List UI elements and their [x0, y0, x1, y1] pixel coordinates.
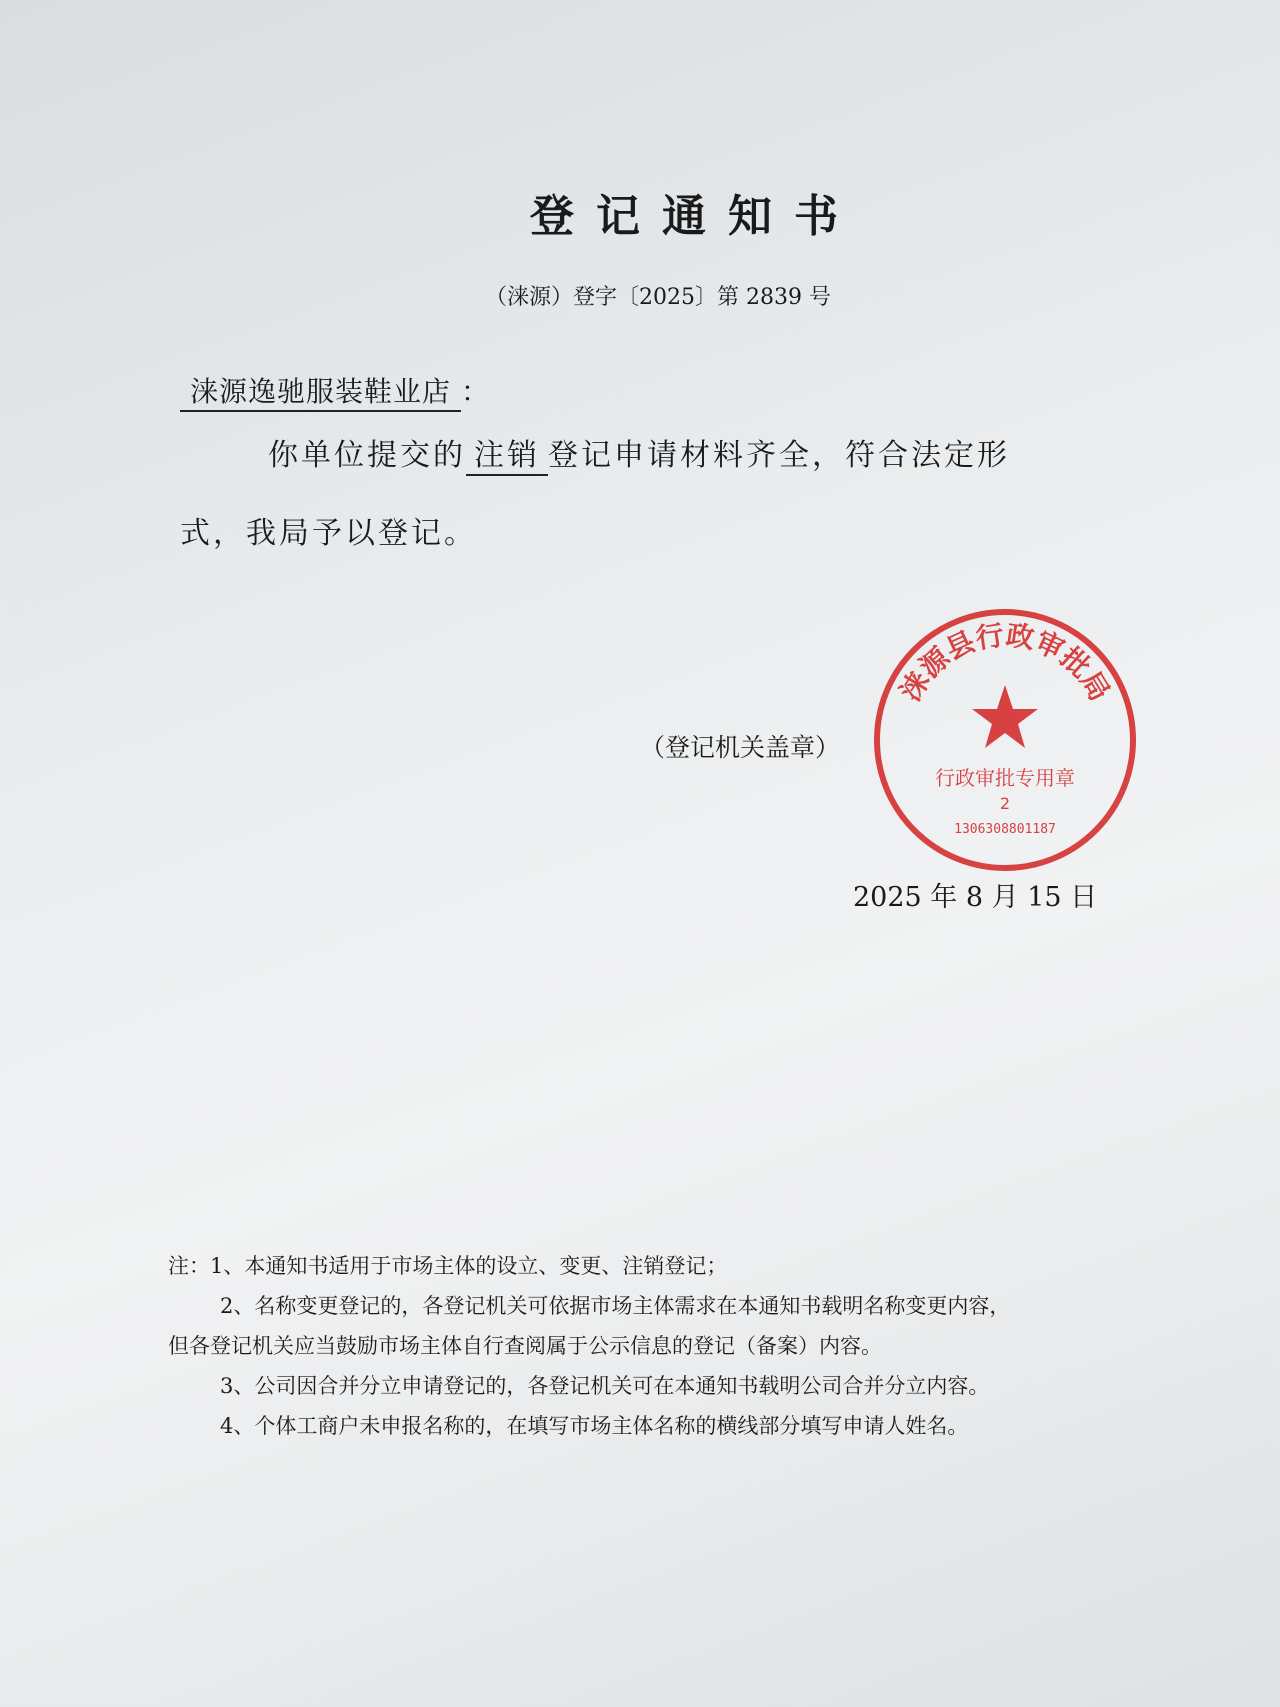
seal-purpose-text: 行政审批专用章	[935, 766, 1075, 790]
registration-type: 注销	[466, 430, 548, 476]
entity-line	[180, 370, 490, 412]
note-3: 3、公司因合并分立申请登记的，各登记机关可在本通知书载明公司合并分立内容。	[220, 1374, 990, 1398]
entity-name: 涞源逸驰服装鞋业店	[180, 370, 461, 412]
seal-number-text: 2	[999, 794, 1011, 813]
body-line-2: 式，我局予以登记。	[180, 516, 477, 551]
note-2: 2、名称变更登记的，各登记机关可依据市场主体需求在本通知书载明名称变更内容，	[220, 1294, 1011, 1318]
star-icon	[972, 685, 1038, 748]
body-suffix: 登记申请材料齐全，符合法定形	[548, 438, 1010, 473]
entity-colon: ：	[461, 375, 491, 408]
body-line-1	[268, 430, 1010, 476]
note-4: 4、个体工商户未申报名称的，在填写市场主体名称的横线部分填写申请人姓名。	[220, 1414, 969, 1438]
stamp-label: （登记机关盖章）	[640, 733, 841, 762]
issue-date: 2025 年 8 月 15 日	[853, 882, 1098, 913]
body-prefix: 你单位提交的	[268, 438, 466, 473]
seal-code-text: 1306308801187	[954, 822, 1056, 837]
document-title: 登记通知书	[530, 191, 860, 242]
note-2-continued: 但各登记机关应当鼓励市场主体自行查阅属于公示信息的登记（备案）内容。	[168, 1334, 882, 1358]
reference-number: （涞源）登字〔2025〕第 2839 号	[485, 285, 831, 310]
note-1: 注：1、本通知书适用于市场主体的设立、变更、注销登记；	[168, 1254, 728, 1278]
official-seal	[870, 605, 1140, 875]
seal-authority-text: 涞源县行政审批局	[893, 618, 1117, 707]
notes	[168, 1246, 1010, 1446]
